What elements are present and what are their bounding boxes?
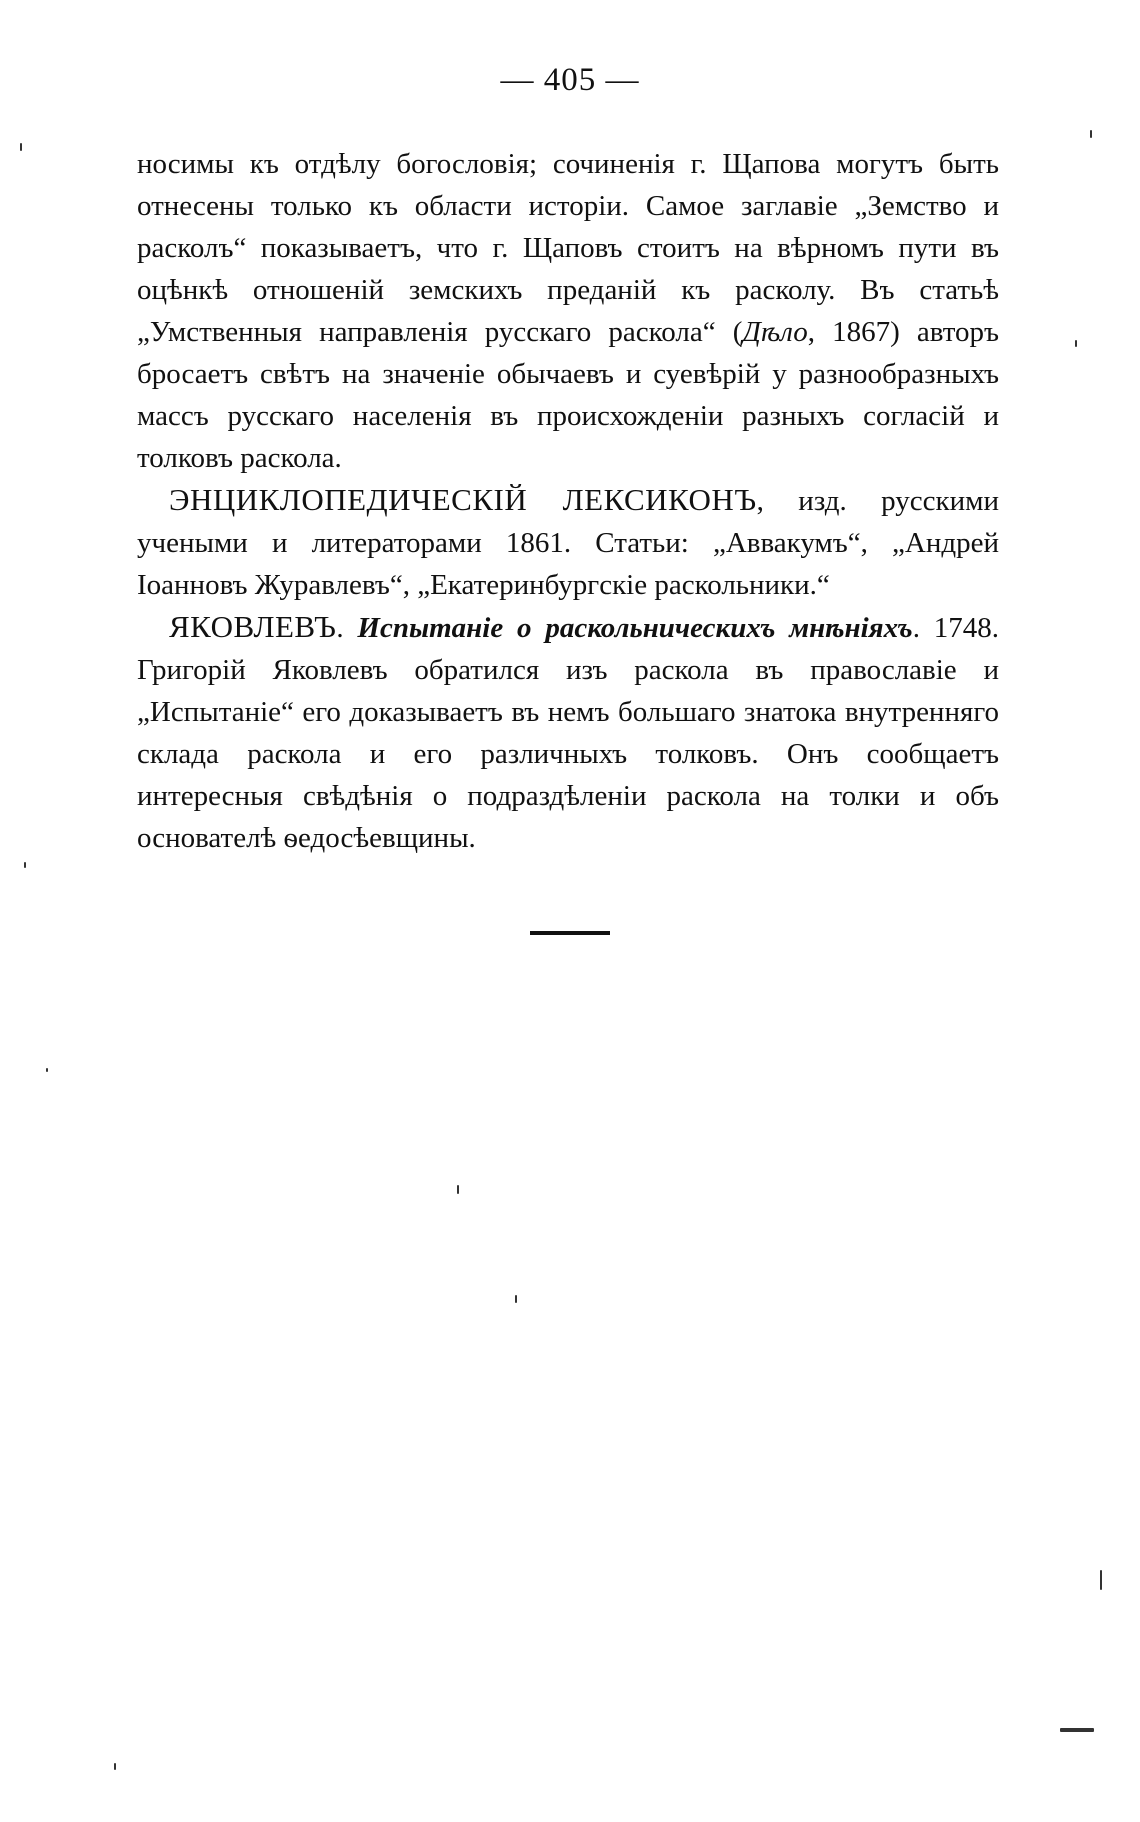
scan-speck: [114, 1763, 116, 1770]
text-run: .: [336, 612, 358, 644]
paragraph-continuation: [137, 143, 999, 479]
text-run: носимы къ отдѣлу богословія; сочиненія г. Щапова могутъ быть отнесены только къ области исторіи. Самое заглавіе „Земство и расколъ“ показываетъ, что г. Щаповъ стоитъ на вѣрномъ пути въ оцѣнкѣ отношеній земскихъ преданій къ расколу. Въ статьѣ „Умственныя направленія русскаго раскола“ (: [137, 148, 999, 348]
entry-yakovlev: [137, 606, 999, 859]
text-run: , 1867) авторъ бросаетъ свѣтъ на значеніе обычаевъ и суевѣрій у разнообразныхъ массъ русскаго населенія въ происхожденіи разныхъ согласій и толковъ раскола.: [137, 316, 999, 474]
work-title: Испытаніе о раскольническихъ мнѣніяхъ: [357, 612, 913, 644]
text-run: , изд. русскими учеными и литераторами 1861. Статьи: „Аввакумъ“, „Андрей Іоанновъ Журавлевъ“, „Екатеринбургскіе раскольники.“: [137, 485, 1000, 601]
scan-speck: [46, 1068, 48, 1072]
section-end-rule: [530, 931, 610, 935]
scan-speck: [24, 862, 26, 868]
scan-speck: [457, 1185, 459, 1194]
scan-speck: [1090, 130, 1092, 138]
scan-speck: [515, 1295, 517, 1303]
scan-speck: [1075, 340, 1077, 347]
scan-speck: [1100, 1570, 1102, 1590]
page-number: — 405 —: [500, 62, 640, 98]
journal-title: Дѣло: [742, 316, 808, 348]
text-run: . 1748. Григорій Яковлевъ обратился изъ раскола въ православіе и „Испытаніе“ его доказываетъ въ немъ большаго знатока внутренняго склада раскола и его различныхъ толковъ. Онъ сообщаетъ интересныя свѣдѣнія о подраздѣленіи раскола на толки и объ основателѣ ѳедосѣевщины.: [137, 612, 1000, 854]
page-body: [137, 143, 999, 859]
entry-heading: ЭНЦИКЛОПЕДИЧЕСКІЙ ЛЕКСИКОНЪ: [169, 482, 757, 517]
scan-speck: [1060, 1728, 1094, 1732]
entry-entsiklopedicheskiy: [137, 479, 999, 606]
entry-heading: ЯКОВЛЕВЪ: [169, 609, 337, 644]
scan-speck: [20, 143, 22, 151]
